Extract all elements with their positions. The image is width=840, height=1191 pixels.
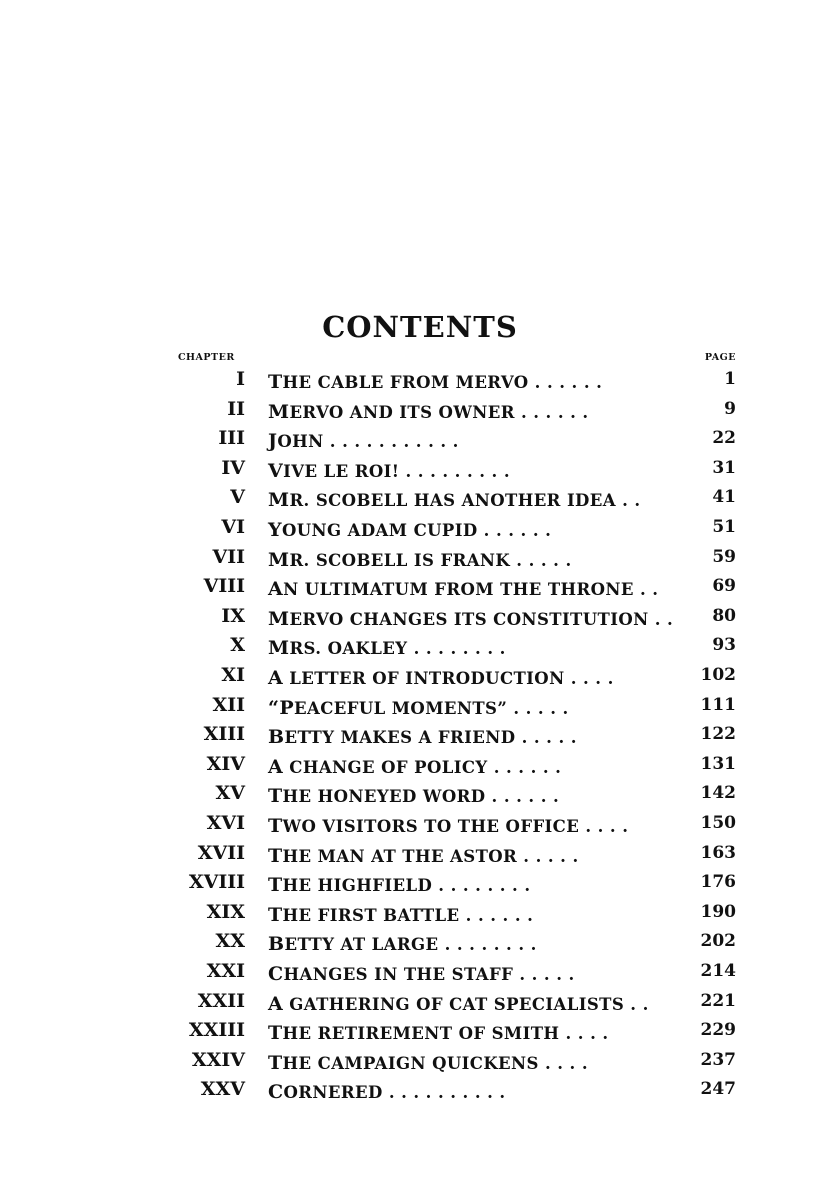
chapter-title: BETTY AT LARGE . . . . . . . . [268, 933, 537, 956]
chapter-title: MERVO AND ITS OWNER . . . . . . [268, 400, 589, 423]
toc-entry [0, 366, 840, 396]
chapter-column-label: CHAPTER [178, 352, 235, 363]
chapter-title: VIVE LE ROI! . . . . . . . . . [268, 459, 510, 482]
chapter-title: A LETTER OF INTRODUCTION . . . . [268, 667, 614, 689]
page-number: 1 [724, 369, 736, 389]
chapter-number: IX [221, 604, 245, 627]
toc-entry [0, 484, 840, 514]
chapter-number: XXI [206, 960, 245, 982]
chapter-title: THE RETIREMENT OF SMITH . . . . [268, 1022, 609, 1045]
chapter-number: XXII [197, 989, 245, 1012]
chapter-number: XX [215, 930, 245, 953]
chapter-number: VIII [203, 575, 245, 598]
chapter-number: XXV [200, 1078, 245, 1101]
chapter-title: TWO VISITORS TO THE OFFICE . . . . [268, 815, 629, 837]
chapter-title: CHANGES IN THE STAFF . . . . . [268, 963, 575, 985]
page-number: 237 [700, 1049, 736, 1070]
page-number: 221 [700, 990, 736, 1011]
toc-entry [0, 514, 840, 544]
chapter-title: MR. SCOBELL HAS ANOTHER IDEA . . [268, 489, 641, 512]
chapter-title: THE CAMPAIGN QUICKENS . . . . [268, 1051, 588, 1074]
toc-entry [0, 988, 840, 1018]
toc-entry [0, 928, 840, 958]
chapter-number: XVI [206, 812, 245, 834]
page-number: 80 [712, 605, 736, 626]
chapter-number: XVII [197, 841, 245, 864]
page-number: 31 [712, 457, 736, 478]
chapter-title: THE HONEYED WORD . . . . . . [268, 785, 560, 808]
chapter-number: XXIV [191, 1048, 245, 1071]
toc-entry [0, 780, 840, 810]
chapter-number: XI [221, 664, 245, 686]
chapter-number: VII [212, 545, 245, 568]
chapter-number: I [236, 368, 245, 390]
chapter-number: V [230, 486, 245, 509]
page-number: 176 [700, 872, 736, 893]
chapter-title: CORNERED . . . . . . . . . . [268, 1081, 506, 1104]
chapter-title: AN ULTIMATUM FROM THE THRONE . . [268, 578, 659, 601]
chapter-number: VI [221, 516, 245, 538]
toc-entry [0, 662, 840, 692]
chapter-title: THE FIRST BATTLE . . . . . . [268, 903, 534, 926]
chapter-number: II [227, 397, 245, 420]
chapter-number: X [230, 634, 245, 657]
page-number: 142 [700, 783, 736, 804]
chapter-title: JOHN . . . . . . . . . . . [268, 430, 459, 453]
toc-entry [0, 751, 840, 781]
chapter-number: XVIII [188, 871, 245, 894]
chapter-title: “PEACEFUL MOMENTS” . . . . . [268, 696, 569, 719]
chapter-number: IV [221, 456, 245, 479]
chapter-title: A CHANGE OF POLICY . . . . . . [268, 755, 562, 778]
chapter-title: MRS. OAKLEY . . . . . . . . [268, 637, 506, 660]
toc-entry [0, 958, 840, 988]
chapter-number: XXIII [188, 1019, 245, 1042]
page-number: 163 [700, 842, 736, 863]
page-number: 102 [700, 665, 736, 685]
toc-entry [0, 1076, 840, 1106]
chapter-number: XIII [203, 723, 245, 746]
page-number: 131 [700, 753, 736, 774]
chapter-title: MERVO CHANGES ITS CONSTITUTION . . [268, 607, 674, 630]
page-number: 111 [700, 694, 736, 715]
chapter-title: YOUNG ADAM CUPID . . . . . . [268, 519, 552, 541]
chapter-number: XIV [206, 752, 245, 775]
contents-heading: CONTENTS [322, 310, 518, 344]
toc-entry [0, 899, 840, 929]
toc-entry [0, 1047, 840, 1077]
toc-entry [0, 869, 840, 899]
page-number: 69 [712, 576, 736, 597]
page-number: 202 [700, 931, 736, 952]
toc-entry [0, 840, 840, 870]
page-number: 93 [712, 635, 736, 656]
toc-entry [0, 1017, 840, 1047]
toc-entry [0, 632, 840, 662]
toc-entry [0, 425, 840, 455]
page-number: 41 [712, 487, 736, 508]
toc-entry [0, 692, 840, 722]
page-number: 122 [700, 724, 736, 745]
page-column-label: PAGE [704, 352, 736, 363]
page-number: 9 [724, 398, 736, 419]
toc-entry [0, 810, 840, 840]
toc-entry [0, 455, 840, 485]
page-number: 51 [712, 517, 736, 537]
page-number: 190 [700, 901, 736, 922]
toc-entry [0, 603, 840, 633]
chapter-title: THE CABLE FROM MERVO . . . . . . [268, 371, 603, 393]
page-number: 247 [700, 1079, 736, 1100]
chapter-number: XV [215, 782, 245, 805]
page-number: 22 [712, 428, 736, 449]
toc-entry [0, 544, 840, 574]
toc-entry [0, 721, 840, 751]
chapter-title: BETTY MAKES A FRIEND . . . . . [268, 726, 577, 749]
page-number: 229 [700, 1020, 736, 1041]
chapter-number: XIX [206, 900, 245, 923]
chapter-title: THE HIGHFIELD . . . . . . . . [268, 874, 531, 897]
page-number: 59 [712, 546, 736, 567]
chapter-title: THE MAN AT THE ASTOR . . . . . [268, 844, 579, 867]
chapter-number: XII [212, 693, 245, 716]
toc-entry [0, 573, 840, 603]
chapter-number: III [218, 427, 245, 450]
chapter-title: A GATHERING OF CAT SPECIALISTS . . [268, 992, 649, 1015]
page-number: 150 [700, 813, 736, 833]
toc-entry [0, 396, 840, 426]
chapter-title: MR. SCOBELL IS FRANK . . . . . [268, 548, 572, 571]
page-number: 214 [700, 961, 736, 981]
